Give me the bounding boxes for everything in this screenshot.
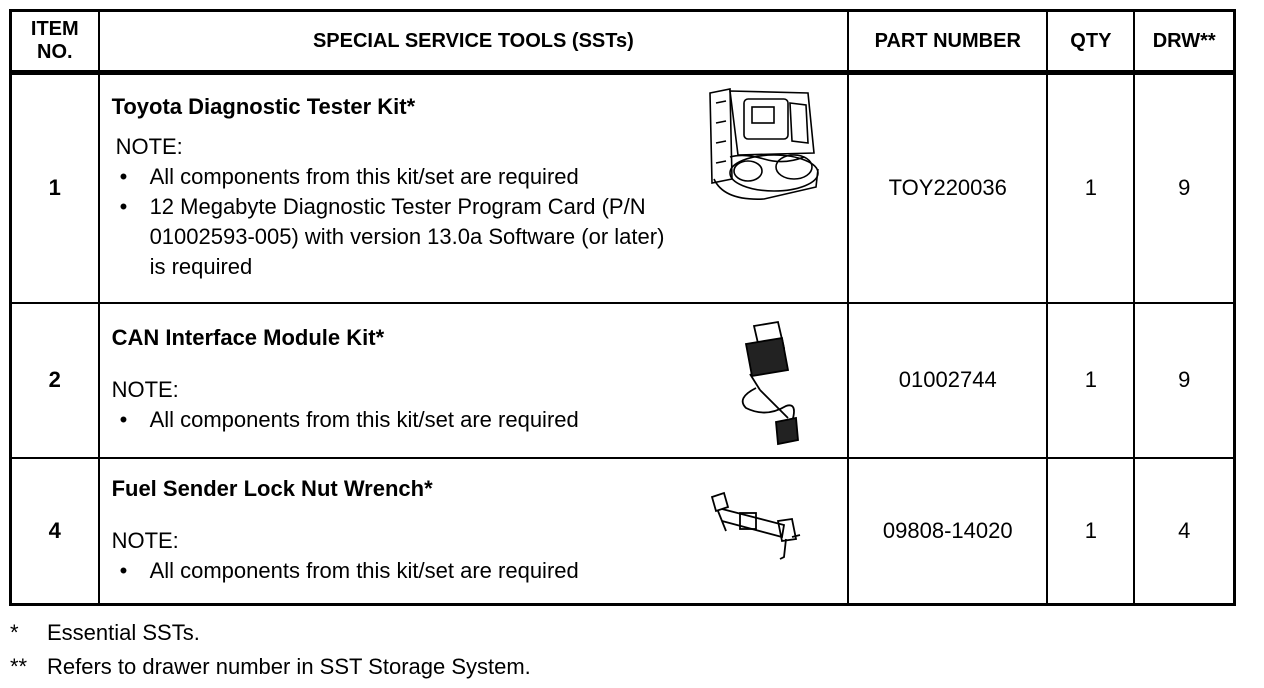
tool-name: CAN Interface Module Kit*	[111, 325, 385, 350]
tool-name: Fuel Sender Lock Nut Wrench*	[111, 475, 433, 501]
qty: 1	[1047, 73, 1134, 303]
footnote-text: Refers to drawer number in SST Storage System.	[47, 654, 531, 679]
bullet-icon: •	[119, 164, 128, 190]
header-qty: QTY	[1047, 11, 1134, 73]
tool-cell	[99, 303, 849, 458]
tool-name: Toyota Diagnostic Tester Kit*	[111, 94, 416, 120]
footnote-mark: *	[10, 620, 19, 645]
part-number: 09808-14020	[848, 458, 1047, 605]
lock-nut-wrench-icon	[708, 491, 804, 563]
drw: 9	[1134, 73, 1234, 303]
item-number: 2	[11, 303, 99, 458]
part-number: 01002744	[848, 303, 1047, 458]
bullet-icon: •	[119, 557, 128, 583]
sst-table	[9, 9, 1236, 606]
note-item	[112, 192, 670, 282]
item-number: 1	[11, 73, 99, 303]
note-text: All components from this kit/set are required	[149, 557, 579, 583]
table-row	[11, 458, 1235, 605]
note-label: NOTE:	[111, 377, 179, 402]
drw: 9	[1134, 303, 1234, 458]
diagnostic-tester-case-icon	[704, 83, 822, 203]
note-label: NOTE:	[111, 527, 179, 553]
header-tools: SPECIAL SERVICE TOOLS (SSTs)	[99, 11, 849, 73]
note-text: All components from this kit/set are required	[149, 164, 579, 190]
bullet-icon: •	[119, 194, 128, 220]
header-item-no	[11, 11, 99, 73]
note-text: All components from this kit/set are required	[149, 407, 579, 432]
bullet-icon: •	[119, 407, 128, 432]
part-number: TOY220036	[848, 73, 1047, 303]
tool-cell	[99, 73, 849, 303]
table-row	[11, 73, 1235, 303]
item-number: 4	[11, 458, 99, 605]
footnote-mark: **	[10, 654, 28, 679]
drw: 4	[1134, 458, 1234, 605]
table-row	[11, 303, 1235, 458]
note-text: 12 Megabyte Diagnostic Tester Program Card (P/N 01002593-005) with version 13.0a Software (or later) is required	[149, 194, 665, 280]
qty: 1	[1047, 458, 1134, 605]
header-item-no-label: ITEM NO.	[30, 18, 79, 63]
can-interface-module-icon	[726, 318, 806, 446]
note-label: NOTE:	[115, 134, 183, 160]
header-row	[11, 11, 1235, 73]
header-part-number: PART NUMBER	[848, 11, 1047, 73]
tool-cell	[99, 458, 849, 605]
qty: 1	[1047, 303, 1134, 458]
header-drw: DRW**	[1134, 11, 1234, 73]
footnote-text: Essential SSTs.	[47, 620, 200, 645]
